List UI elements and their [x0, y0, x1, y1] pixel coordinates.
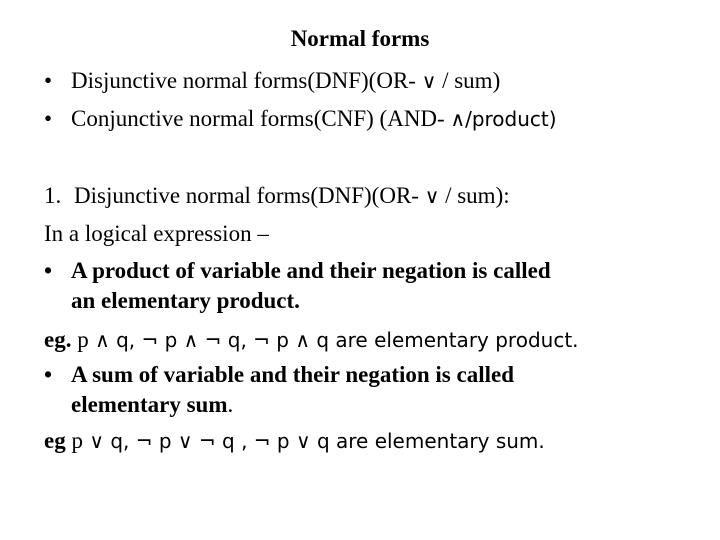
- point-elementary-sum: [44, 360, 514, 390]
- point-elementary-sum-text: elementary sum: [71, 392, 228, 417]
- point-elementary-product-line1: A product of variable and their negation is called: [71, 258, 551, 283]
- example-product-expr: ∧ q, ¬ p ∧ ¬ q, ¬ p ∧ q are elementary product.: [88, 328, 579, 352]
- section-heading: [44, 181, 510, 211]
- and-symbol: ∧/product): [450, 107, 557, 131]
- intro-text: In a logical expression –: [44, 221, 269, 246]
- example-variable: p: [65, 428, 83, 453]
- section-number: 1.: [44, 183, 62, 208]
- point-elementary-sum-dot: .: [227, 392, 234, 417]
- bullet-cnf: [44, 104, 557, 134]
- bullet-marker: •: [44, 258, 53, 283]
- or-symbol: ∨: [421, 69, 437, 93]
- example-sum-expr: ∨ q, ¬ p ∨ ¬ q , ¬ p ∨ q are elementary sum.: [82, 429, 545, 453]
- point-elementary-product-line2: an elementary product.: [71, 288, 300, 313]
- example-sum: [44, 426, 545, 456]
- example-variable: p: [71, 327, 89, 352]
- example-product: [44, 325, 579, 355]
- bullet-cnf-text: Conjunctive normal forms(CNF) (AND-: [71, 106, 451, 131]
- section-heading-tail: / sum):: [439, 183, 510, 208]
- example-prefix: eg.: [44, 327, 72, 352]
- page-title: Normal forms: [290, 26, 430, 51]
- bullet-dnf-tail: / sum): [436, 68, 501, 93]
- bullet-marker: •: [44, 68, 53, 93]
- or-symbol: ∨: [424, 184, 440, 208]
- bullet-dnf-text: Disjunctive normal forms(DNF)(OR-: [71, 68, 422, 93]
- point-elementary-sum-line1: A sum of variable and their negation is called: [71, 362, 514, 387]
- bullet-marker: •: [44, 362, 53, 387]
- bullet-dnf: [44, 66, 500, 96]
- point-elementary-sum-line2: [71, 390, 233, 420]
- point-elementary-product: [44, 256, 551, 286]
- example-prefix: eg: [44, 428, 66, 453]
- section-heading-text: Disjunctive normal forms(DNF)(OR-: [74, 183, 425, 208]
- bullet-marker: •: [44, 106, 53, 131]
